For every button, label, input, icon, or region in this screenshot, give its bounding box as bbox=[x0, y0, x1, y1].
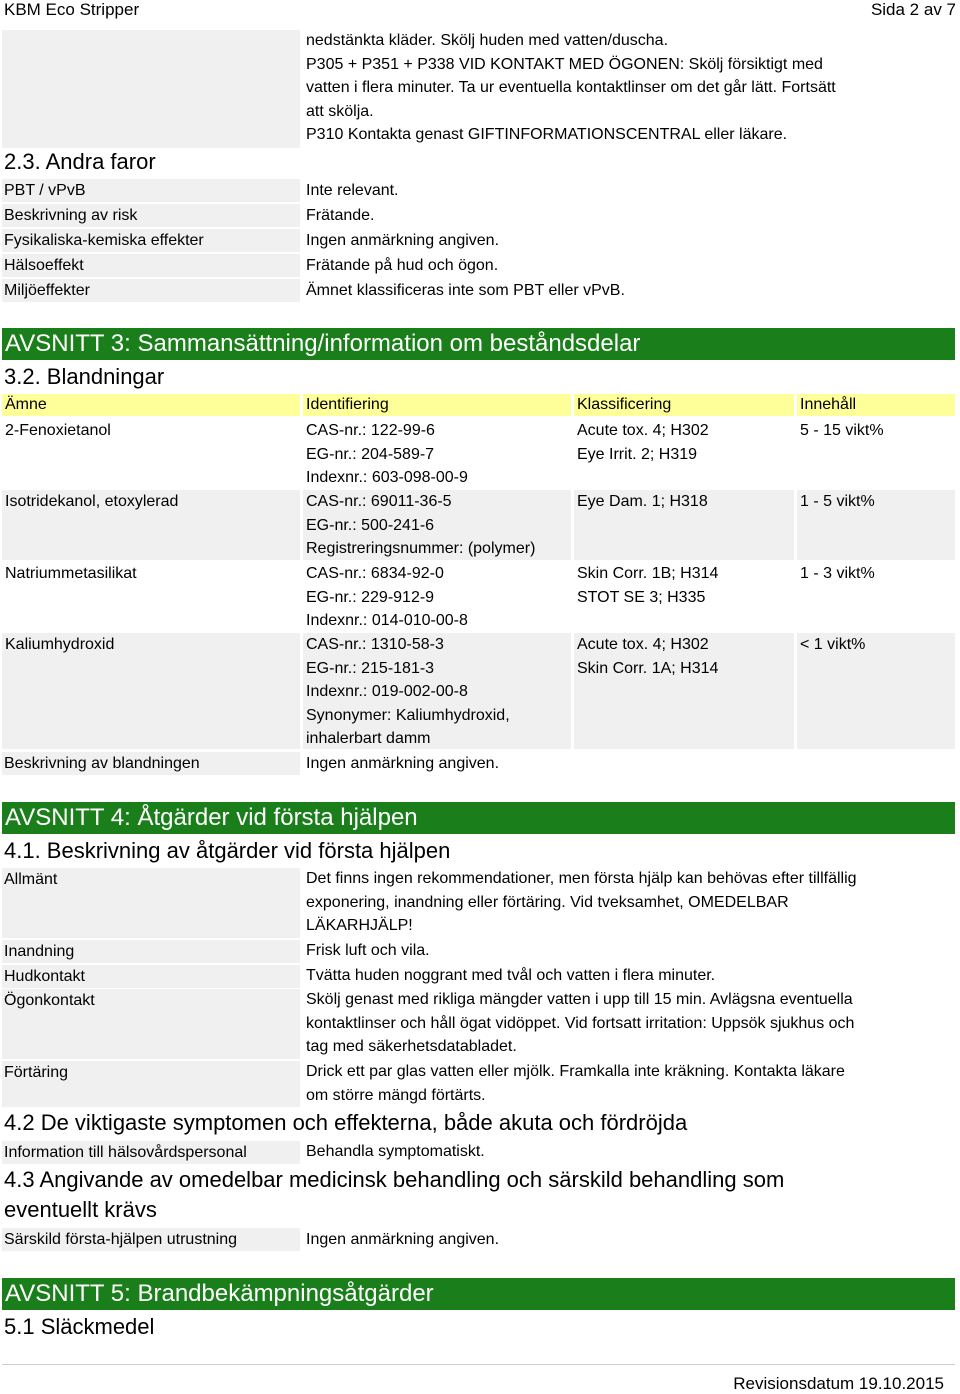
section-4-2-heading: 4.2 De viktigaste symptomen och effekterna, både akuta och fördröjda bbox=[4, 1110, 688, 1135]
ident-line: Registreringsnummer: (polymer) bbox=[306, 540, 536, 557]
section-4-3-heading bbox=[4, 1165, 784, 1225]
text-line: P305 + P351 + P338 VID KONTAKT MED ÖGONEN: Skölj försiktigt med bbox=[306, 55, 823, 73]
text-line: vatten i flera minuter. Ta ur eventuella kontaktlinser om det går lätt. Fortsätt bbox=[306, 79, 836, 96]
value-health: Frätande på hud och ögon. bbox=[306, 257, 499, 274]
heading-line: eventuellt krävs bbox=[4, 1197, 157, 1222]
label-healthcare-info: Information till hälsovårdspersonal bbox=[2, 1141, 300, 1164]
label-physchem: Fysikaliska-kemiska effekter bbox=[2, 229, 300, 252]
col-header-substance: Ämne bbox=[2, 394, 300, 416]
label-ingestion: Förtäring bbox=[2, 1061, 300, 1107]
col-header-content: Innehåll bbox=[797, 394, 955, 416]
value-skin-contact: Tvätta huden noggrant med tvål och vatten i flera minuter. bbox=[306, 967, 716, 984]
text-line: nedstänkta kläder. Skölj huden med vatten/duscha. bbox=[306, 32, 669, 49]
ident-line: inhalerbart damm bbox=[306, 730, 431, 747]
label-column-continuation bbox=[2, 30, 300, 148]
label-risk: Beskrivning av risk bbox=[2, 204, 300, 227]
table-row-class bbox=[574, 633, 794, 749]
ident-line: EG-nr.: 500-241-6 bbox=[306, 516, 435, 534]
table-row-class bbox=[574, 562, 794, 632]
table-row-content: 1 - 5 vikt% bbox=[797, 490, 955, 560]
class-line: Eye Dam. 1; H318 bbox=[577, 493, 708, 510]
section-3-bar: AVSNITT 3: Sammansättning/information om beståndsdelar bbox=[2, 328, 955, 360]
value-first-aid-equipment: Ingen anmärkning angiven. bbox=[306, 1231, 500, 1248]
revision-date: Revisionsdatum 19.10.2015 bbox=[733, 1374, 944, 1393]
table-row-name: Natriummetasilikat bbox=[5, 565, 137, 582]
class-line: Acute tox. 4; H302 bbox=[577, 636, 709, 653]
label-inhalation: Inandning bbox=[2, 940, 300, 963]
value-physchem: Ingen anmärkning angiven. bbox=[306, 232, 500, 249]
text-line: Skölj genast med rikliga mängder vatten i upp till 15 min. Avlägsna eventuella bbox=[306, 991, 853, 1008]
table-row-ident bbox=[303, 562, 571, 632]
class-line: Skin Corr. 1A; H314 bbox=[577, 659, 719, 677]
heading-line: 4.3 Angivande av omedelbar medicinsk behandling och särskild behandling som bbox=[4, 1167, 785, 1192]
text-line: P310 Kontakta genast GIFTINFORMATIONSCENTRAL eller läkare. bbox=[306, 126, 788, 143]
continuation-text bbox=[306, 29, 906, 147]
ident-line: Indexnr.: 014-010-00-8 bbox=[306, 612, 468, 629]
value-pbt: Inte relevant. bbox=[306, 182, 399, 199]
section-3-2-heading: 3.2. Blandningar bbox=[4, 364, 165, 389]
section-4-bar: AVSNITT 4: Åtgärder vid första hjälpen bbox=[2, 802, 955, 834]
text-line: Det finns ingen rekommendationer, men första hjälp kan behövas efter tillfällig bbox=[306, 870, 857, 887]
label-mixture-description: Beskrivning av blandningen bbox=[2, 752, 300, 775]
label-environment: Miljöeffekter bbox=[2, 279, 300, 302]
ident-line: CAS-nr.: 1310-58-3 bbox=[306, 636, 444, 653]
label-eye-contact: Ögonkontakt bbox=[2, 989, 300, 1059]
value-ingestion bbox=[306, 1060, 906, 1107]
table-row-ident bbox=[303, 633, 571, 749]
text-line: Drick ett par glas vatten eller mjölk. Framkalla inte kräkning. Kontakta läkare bbox=[306, 1063, 845, 1080]
ident-line: EG-nr.: 229-912-9 bbox=[306, 588, 435, 606]
label-first-aid-equipment: Särskild första-hjälpen utrustning bbox=[2, 1228, 300, 1251]
class-line: Skin Corr. 1B; H314 bbox=[577, 565, 719, 582]
table-row-class bbox=[574, 419, 794, 489]
value-inhalation: Frisk luft och vila. bbox=[306, 942, 430, 959]
ident-line: CAS-nr.: 122-99-6 bbox=[306, 422, 435, 439]
text-line: om större mängd förtärts. bbox=[306, 1086, 486, 1104]
table-row-ident bbox=[303, 419, 571, 489]
table-row-content: < 1 vikt% bbox=[797, 633, 955, 749]
class-line: Eye Irrit. 2; H319 bbox=[577, 445, 698, 463]
label-general: Allmänt bbox=[2, 868, 300, 938]
label-health: Hälsoeffekt bbox=[2, 254, 300, 277]
ident-line: Indexnr.: 019-002-00-8 bbox=[306, 683, 468, 700]
table-row-ident bbox=[303, 490, 571, 560]
ident-line: EG-nr.: 204-589-7 bbox=[306, 445, 435, 463]
ident-line: EG-nr.: 215-181-3 bbox=[306, 659, 435, 677]
col-header-classification: Klassificering bbox=[574, 394, 794, 416]
label-pbt: PBT / vPvB bbox=[2, 179, 300, 202]
value-environment: Ämnet klassificeras inte som PBT eller vPvB. bbox=[306, 282, 625, 299]
value-eye-contact bbox=[306, 988, 906, 1059]
section-5-bar: AVSNITT 5: Brandbekämpningsåtgärder bbox=[2, 1278, 955, 1310]
class-line: Acute tox. 4; H302 bbox=[577, 422, 709, 439]
table-row-name: 2-Fenoxietanol bbox=[5, 422, 111, 439]
section-4-1-heading: 4.1. Beskrivning av åtgärder vid första hjälpen bbox=[4, 838, 451, 863]
ident-line: Synonymer: Kaliumhydroxid, bbox=[306, 706, 510, 724]
text-line: tag med säkerhetsdatabladet. bbox=[306, 1038, 517, 1055]
table-row-name: Kaliumhydroxid bbox=[2, 633, 300, 749]
ident-line: CAS-nr.: 69011-36-5 bbox=[306, 493, 452, 510]
ident-line: CAS-nr.: 6834-92-0 bbox=[306, 565, 444, 582]
text-line: kontaktlinser och håll ögat vidöppet. Vid fortsatt irritation: Uppsök sjukhus och bbox=[306, 1014, 855, 1032]
text-line: att skölja. bbox=[306, 102, 374, 120]
text-line: exponering, inandning eller förtäring. Vid tveksamhet, OMEDELBAR bbox=[306, 893, 789, 911]
value-risk: Frätande. bbox=[306, 207, 375, 224]
ident-line: Indexnr.: 603-098-00-9 bbox=[306, 469, 468, 486]
value-mixture-description: Ingen anmärkning angiven. bbox=[306, 755, 500, 772]
table-row-content: 5 - 15 vikt% bbox=[800, 422, 884, 439]
col-header-identification: Identifiering bbox=[303, 394, 571, 416]
value-general bbox=[306, 867, 906, 938]
section-2-3-heading: 2.3. Andra faror bbox=[4, 149, 156, 174]
label-skin-contact: Hudkontakt bbox=[2, 965, 300, 988]
table-row-content: 1 - 3 vikt% bbox=[800, 565, 875, 582]
text-line: LÄKARHJÄLP! bbox=[306, 917, 413, 934]
table-row-name: Isotridekanol, etoxylerad bbox=[2, 490, 300, 560]
value-healthcare-info: Behandla symptomatiskt. bbox=[306, 1143, 485, 1160]
page-header bbox=[0, 0, 960, 22]
class-line: STOT SE 3; H335 bbox=[577, 588, 706, 606]
table-row-class bbox=[574, 490, 794, 560]
footer-divider bbox=[2, 1364, 955, 1365]
document-title: KBM Eco Stripper bbox=[4, 0, 140, 19]
page-number: Sida 2 av 7 bbox=[870, 0, 956, 19]
section-5-1-heading: 5.1 Släckmedel bbox=[4, 1314, 155, 1339]
